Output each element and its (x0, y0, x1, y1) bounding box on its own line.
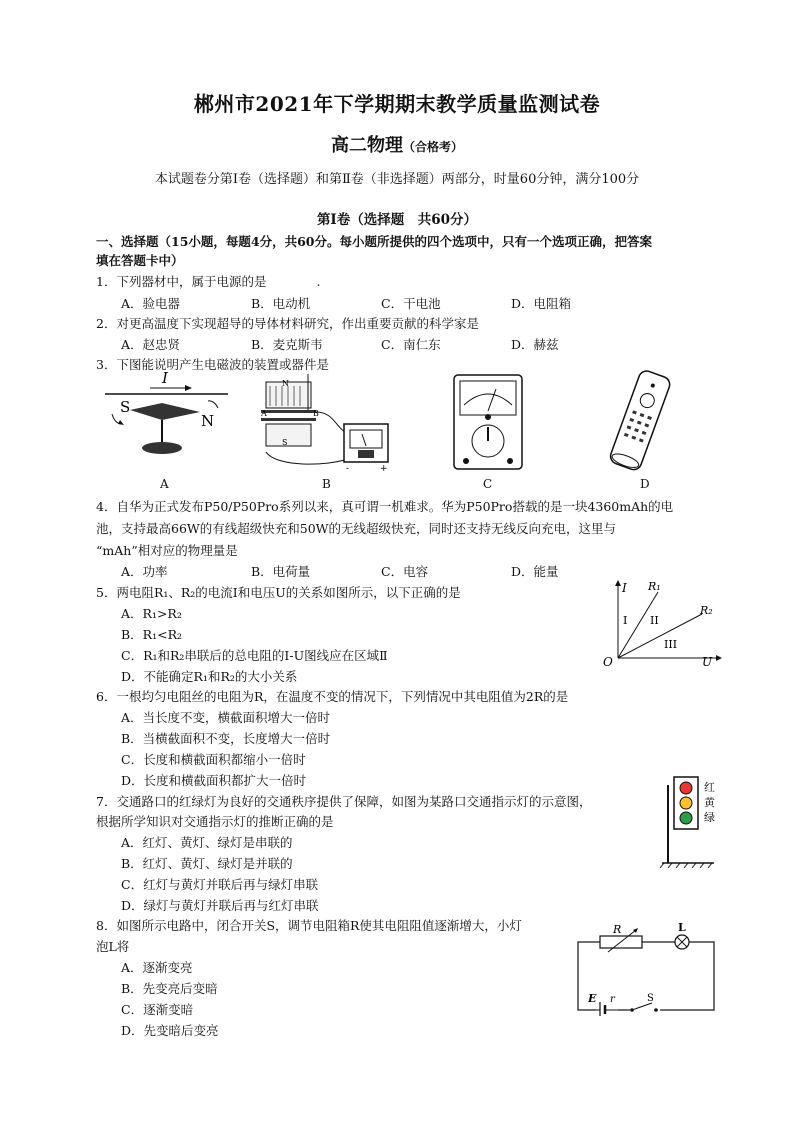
instruction-line-2: 填在答题卡中） (96, 253, 184, 268)
q5-option-c: C．R₁和R₂串联后的总电阻的I-U图线应在区域Ⅱ (121, 648, 388, 663)
svg-text:I: I (162, 370, 168, 387)
q8-option-d: D．先变暗后变亮 (121, 1023, 219, 1038)
q3-figure-d (606, 368, 678, 474)
yellow-light-icon (680, 797, 692, 809)
q3-label-b: B (322, 477, 331, 491)
q8-switch-label: S (647, 993, 654, 1004)
q4-line-2: 池，支持最高66W的有线超级快充和50W的无线超级快充，同时还支持无线反向充电，这里与 (96, 521, 617, 536)
q8-option-a: A．逐渐变亮 (121, 960, 193, 975)
q4-option-b: B．电荷量 (251, 564, 311, 579)
q5-option-d: D．不能确定R₁和R₂的大小关系 (121, 669, 298, 684)
q3-stem: 3．下图能说明产生电磁波的装置或器件是 (96, 357, 329, 372)
q2-stem: 2．对更高温度下实现超导的导体材料研究，作出重要贡献的科学家是 (96, 316, 479, 331)
q8-lamp-label: L (678, 921, 686, 934)
q3-label-c: C (483, 477, 493, 491)
q1-stem: 1．下列器材中，属于电源的是 . (96, 274, 321, 289)
q5-region-2: II (650, 614, 659, 627)
q3-figure-a (100, 370, 230, 465)
q1-option-b: B．电动机 (251, 296, 311, 311)
q4-option-d: D．能量 (511, 564, 559, 579)
q3-label-d: D (640, 477, 650, 491)
q5-origin: O (603, 655, 613, 669)
exam-subtitle (0, 131, 794, 157)
q6-option-c: C．长度和横截面积都缩小一倍时 (121, 752, 306, 767)
q5-option-b: B．R₁<R₂ (121, 627, 183, 642)
instruction-line-1: 一、选择题（15小题，每题4分，共60分。每小题所提供的四个选项中，只有一个选项正确，把答案 (96, 234, 652, 249)
q2-option-b: B．麦克斯韦 (251, 337, 323, 352)
q6-stem: 6．一根均匀电阻丝的电阻为R，在温度不变的情况下，下列情况中其电阻值为2R的是 (96, 689, 569, 704)
section-title: 第Ⅰ卷（选择题 共60分） (316, 212, 478, 228)
exam-title: 郴州市2021年下学期期末教学质量监测试卷 (193, 92, 601, 116)
q4-option-c: C．电容 (381, 564, 429, 579)
subtitle-note: （合格考） (402, 140, 463, 154)
q5-x-axis: U (702, 655, 713, 669)
q5-line-r2: R₂ (700, 604, 713, 617)
svg-text:S: S (120, 398, 131, 416)
q7-option-a: A．红灯、黄灯、绿灯是串联的 (121, 835, 293, 850)
q6-option-b: B．当横截面积不变，长度增大一倍时 (121, 731, 331, 746)
svg-text:B: B (313, 409, 319, 418)
red-light-icon (680, 782, 692, 794)
svg-text:+: + (380, 464, 388, 472)
q3-figure-c (452, 373, 524, 471)
q4-options (121, 562, 641, 580)
q5-line-r1: R₁ (648, 580, 661, 593)
q7-line-2: 根据所学知识对交通指示灯的推断正确的是 (96, 814, 334, 829)
q4-line-3: “mAh”相对应的物理量是 (96, 543, 238, 558)
q8-option-b: B．先变亮后变暗 (121, 981, 218, 996)
q8-line-1: 8．如图所示电路中，闭合开关S，调节电阻箱R使其电阻阻值逐渐增大，小灯 (96, 918, 522, 933)
q1-option-d: D．电阻箱 (511, 296, 572, 311)
q6-option-d: D．长度和横截面积都扩大一倍时 (121, 773, 307, 788)
q7-label-green: 绿 (704, 811, 715, 824)
q2-option-d: D．赫兹 (511, 337, 559, 352)
q7-line-1: 7．交通路口的红绿灯为良好的交通秩序提供了保障，如图为某路口交通指示灯的示意图， (96, 794, 592, 809)
svg-text:S: S (282, 438, 288, 447)
q7-option-c: C．红灯与黄灯并联后再与绿灯串联 (121, 877, 319, 892)
q5-option-a: A．R₁>R₂ (121, 606, 182, 621)
q7-label-yellow: 黄 (704, 796, 715, 809)
q7-option-b: B．红灯、黄灯、绿灯是并联的 (121, 856, 293, 871)
q1-options (121, 294, 641, 312)
q4-line-1: 4．自华为正式发布P50/P50Pro系列以来，真可谓一机难求。华为P50Pro搭载的是一块4360mAh的电 (96, 499, 674, 514)
exam-intro: 本试题卷分第Ⅰ卷（选择题）和第Ⅱ卷（非选择题）两部分，时量60分钟，满分100分 (154, 172, 640, 187)
q5-region-3: III (664, 638, 678, 651)
q4-option-a: A．功率 (121, 564, 168, 579)
q2-option-a: A．赵忠贤 (121, 337, 181, 352)
q8-circuit-diagram (570, 920, 722, 1016)
svg-text:N: N (282, 379, 289, 388)
q5-region-1: I (623, 614, 628, 627)
svg-text:A: A (261, 409, 267, 418)
svg-text:N: N (201, 412, 215, 430)
q2-options (121, 335, 641, 353)
q1-option-c: C．干电池 (381, 296, 441, 311)
q3-figure-b (256, 372, 396, 472)
q8-resistor-label: R (613, 923, 622, 936)
q1-option-a: A．验电器 (121, 296, 181, 311)
q5-y-axis: I (622, 581, 627, 595)
subject: 高二物理 (330, 135, 403, 156)
svg-text:-: - (346, 464, 350, 472)
green-light-icon (680, 812, 692, 824)
q5-iu-graph (598, 578, 728, 670)
q7-option-d: D．绿灯与黄灯并联后再与红灯串联 (121, 898, 319, 913)
q3-label-a: A (160, 477, 169, 491)
q5-stem: 5．两电阻R₁、R₂的电流I和电压U的关系如图所示，以下正确的是 (96, 585, 461, 600)
q8-line-2: 泡L将 (96, 939, 130, 954)
q6-option-a: A．当长度不变，横截面积增大一倍时 (121, 710, 331, 725)
q7-traffic-light (658, 773, 728, 869)
q8-internal-label: r (610, 994, 615, 1005)
q8-battery-label: E (588, 992, 597, 1005)
q2-option-c: C．南仁东 (381, 337, 441, 352)
q8-option-c: C．逐渐变暗 (121, 1002, 194, 1017)
q7-label-red: 红 (704, 781, 715, 794)
